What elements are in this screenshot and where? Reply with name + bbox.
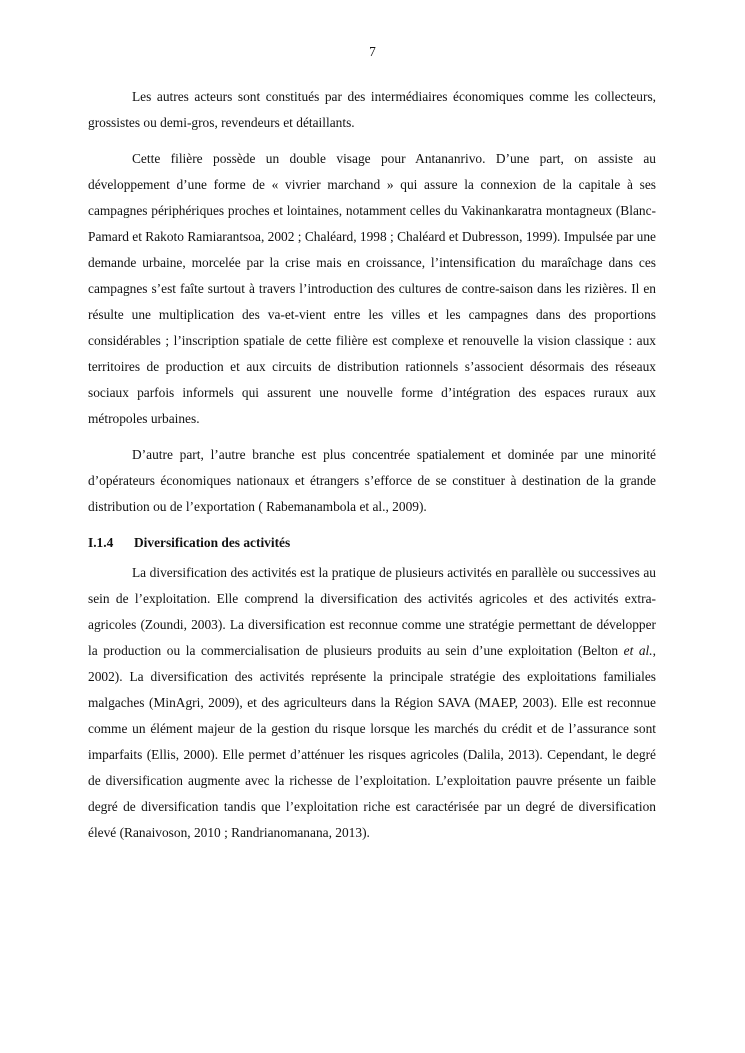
section-number: I.1.4 xyxy=(88,535,114,550)
diversification-text-italic: et al. xyxy=(623,643,653,658)
paragraph-other-branch: D’autre part, l’autre branche est plus concentrée spatialement et dominée par une minorité d’opérateurs économiques nationaux et étrangers s’efforce de se constituer à destination de la grande distribution ou de l’exportation ( Rabemanambola et al., 2009). xyxy=(88,447,656,514)
paragraph-diversification xyxy=(88,560,656,846)
section-title: Diversification des activités xyxy=(134,535,291,550)
paragraph-other-actors: Les autres acteurs sont constitués par des intermédiaires économiques comme les collecteurs, grossistes ou demi-gros, revendeurs et détaillants. xyxy=(88,89,656,130)
body-text xyxy=(88,84,656,856)
paragraph-double-visage: Cette filière possède un double visage pour Antananrivo. D’une part, on assiste au développement d’une forme de « vivrier marchand » qui assure la connexion de la capitale à ses campagnes périphériques proches et lointaines, notamment celles du Vakinankaratra montagneux (Blanc-Pamard et Rakoto Ramiarantsoa, 2002 ; Chaléard, 1998 ; Chaléard et Dubresson, 1999). Impulsée par une demande urbaine, morcelée par la crise mais en croissance, l’intensification du maraîchage dans ces campagnes s’est faîte surtout à travers l’introduction des cultures de contre-saison dans les rizières. Il en résulte une multiplication des va-et-vient entre les villes et les campagnes dans des proportions considérables ; l’inscription spatiale de cette filière est complexe et renouvelle la vision classique : aux territoires de production et aux circuits de distribution rationnels s’associent désormais des réseaux sociaux parfois informels qui assurent une nouvelle forme d’intégration des espaces ruraux aux métropoles urbaines. xyxy=(88,151,656,426)
diversification-text-part2: , 2002). La diversification des activités représente la principale stratégie des exploitations familiales malgaches (MinAgri, 2009), et des agriculteurs dans la Région SAVA (MAEP, 2003). Elle est reconnue comme un élément majeur de la gestion du risque lorsque les marchés du crédit et de l’assurance sont imparfaits (Ellis, 2000). Elle permet d’atténuer les risques agricoles (Dalila, 2013). Cependant, le degré de diversification augmente avec la richesse de l’exploitation. L’exploitation pauvre présente un faible degré de diversification tandis que l’exploitation riche est caractérisée par un degré de diversification élevé (Ranaivoson, 2010 ; Randrianomanana, 2013). xyxy=(88,643,656,840)
section-heading xyxy=(88,530,656,556)
page-number: 7 xyxy=(369,44,376,59)
diversification-text-part1: La diversification des activités est la pratique de plusieurs activités en parallèle ou successives au sein de l’exploitation. Elle comprend la diversification des activités agricoles et des activités extra-agricoles (Zoundi, 2003). La diversification est reconnue comme une stratégie permettant de développer la production ou la commercialisation de plusieurs produits au sein d’une exploitation (Belton xyxy=(88,565,656,658)
